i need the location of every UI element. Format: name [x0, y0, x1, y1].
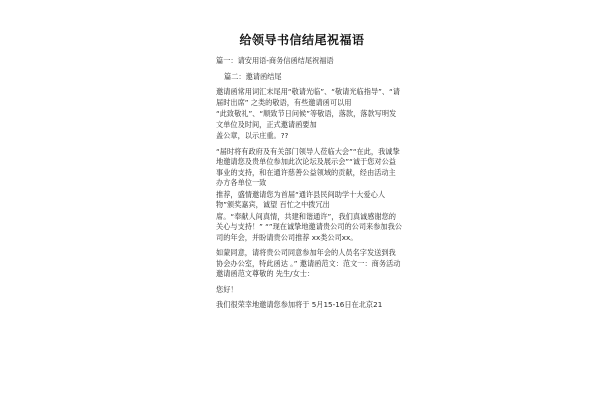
- paragraph: 我们很荣幸地邀请您参加将于 5月15-16日在北京21: [216, 300, 383, 309]
- paragraph: 如蒙同意，请将贵公司同意参加年会的人员名字发送到我协会办公室，特此函达 。” 邀请函范文：范文一：商务活动邀请函范文尊敬的 先生/女士：: [216, 248, 401, 278]
- document-body: [202, 32, 402, 316]
- paragraph: 席。“奉献人间真情，共建和谐通许”，我们真诚感谢您的关心与支持！” “”现在诚挚地邀请贵公司的公司来参加我公司的年会，并盼请贵公司推荐 xx类公司xx。: [216, 211, 402, 242]
- paragraph: 盖公章，以示庄重。??: [216, 131, 289, 140]
- paragraph: 推荐，盛情邀请您为首届“通许县民间助学十大爱心人物”颁奖嘉宾，诚望 百忙之中拨冗出: [216, 189, 386, 209]
- paragraph: 邀请函常用词汇末尾用“敬请光临”、“敬请光临指导”、“请届时出席” 之类的敬语，有些邀请函可以用: [216, 87, 400, 107]
- paragraph: “届时将有政府及有关部门领导人莅临大会”“在此，我诚挚地邀请您及贵单位参加此次论坛及展示会”“诚于您对公益事业的支持，和在通许慈善公益领域的贡献，经由活动主办方各单位一致: [216, 146, 400, 187]
- paragraph: 篇一：请安用语-商务信函结尾祝福语: [216, 56, 334, 65]
- paragraph: 篇二：邀请函结尾: [224, 71, 282, 81]
- paragraph: 您好！: [216, 284, 238, 294]
- paragraph: “此致敬礼”、“顺致节日问候”等敬语，落款，落款写明发文单位及时间，正式邀请函要加: [216, 109, 397, 129]
- document-title: 给领导书信结尾祝福语: [239, 33, 365, 47]
